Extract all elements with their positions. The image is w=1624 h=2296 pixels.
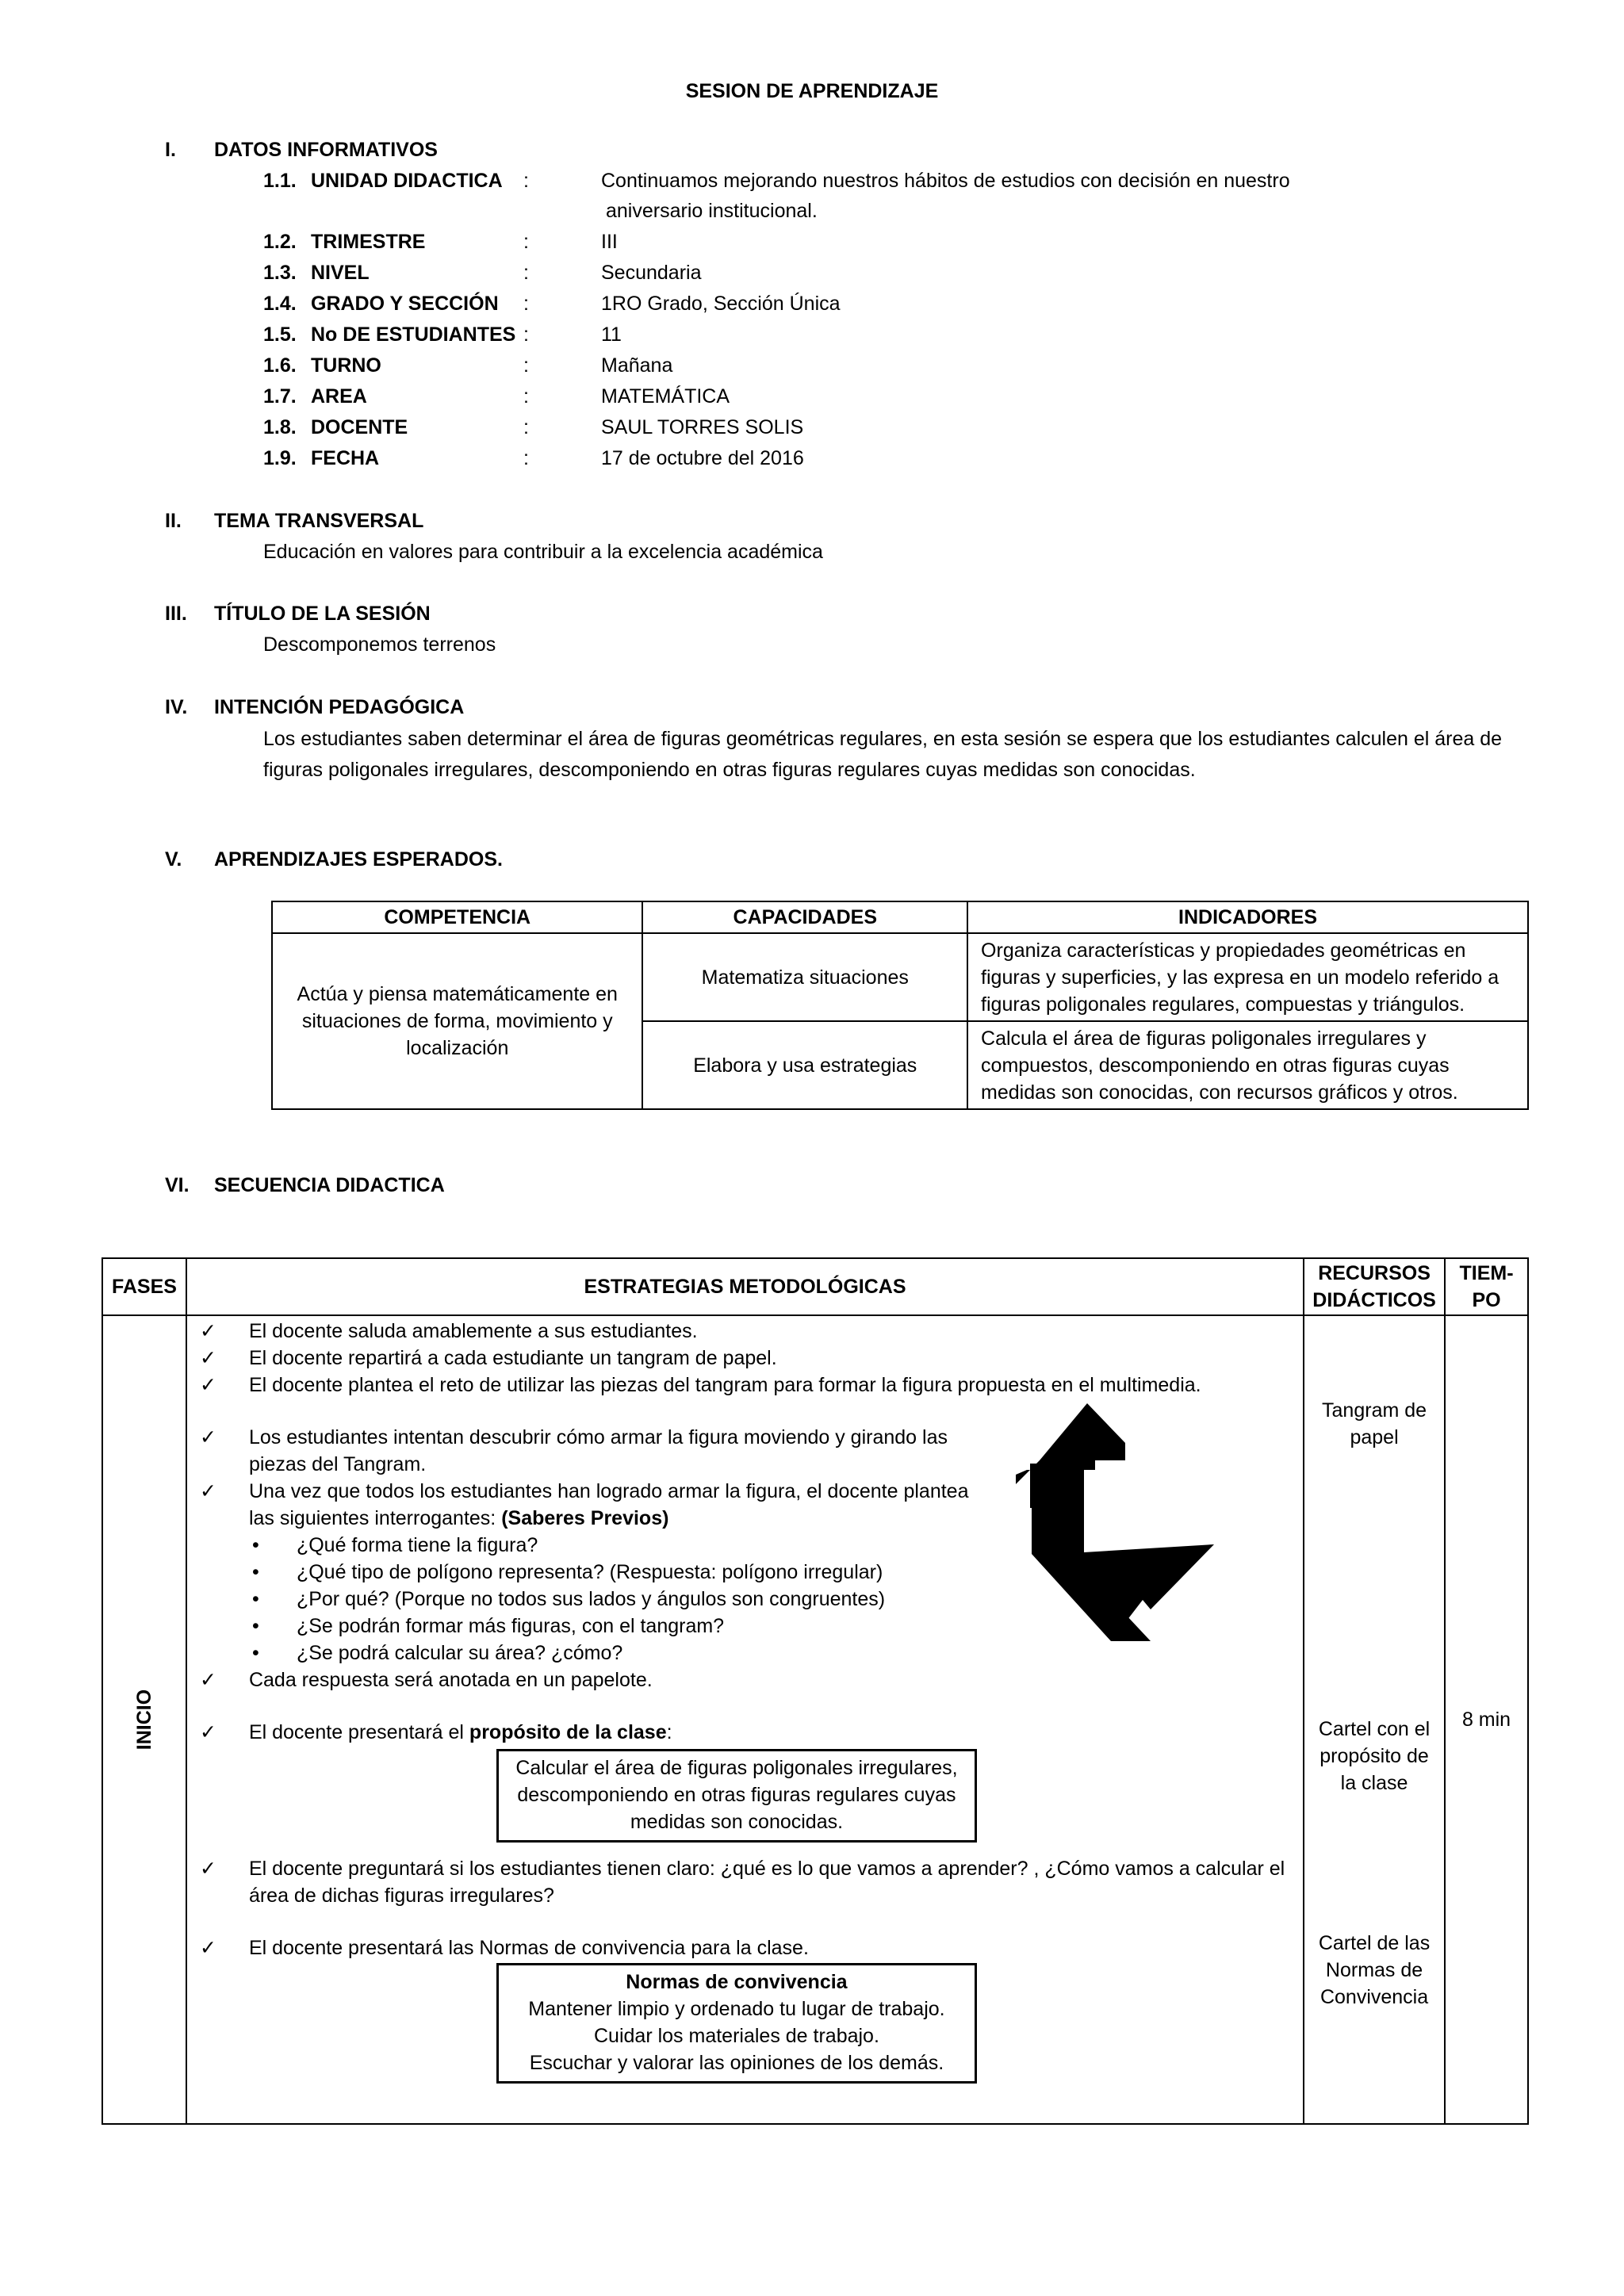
info-value: 11 bbox=[601, 323, 622, 346]
info-colon: : bbox=[523, 447, 529, 469]
info-colon: : bbox=[523, 170, 529, 192]
section-1-title: DATOS INFORMATIVOS bbox=[214, 139, 438, 161]
info-value: III bbox=[601, 231, 618, 253]
strategy-item-continuation: piezas del Tangram. bbox=[248, 1453, 427, 1475]
info-row-trimestre bbox=[263, 228, 1373, 258]
info-row-turno bbox=[263, 352, 1373, 382]
check-icon: ✓ bbox=[199, 1374, 216, 1396]
info-colon: : bbox=[523, 354, 529, 377]
sequence-table bbox=[102, 1257, 1529, 2125]
strategy-item: El docente preguntará si los estudiantes tienen claro: ¿qué es lo que vamos a aprender? , ¿Cómo vamos a calcular el bbox=[248, 1858, 1285, 1880]
section-3-title: TÍTULO DE LA SESIÓN bbox=[214, 603, 431, 625]
competencia-cell: Actúa y piensa matemáticamente en situaciones de forma, movimiento y localización bbox=[272, 933, 642, 1109]
header-fases: FASES bbox=[102, 1258, 186, 1315]
section-6-title: SECUENCIA DIDACTICA bbox=[214, 1174, 445, 1196]
info-num: 1.7. bbox=[263, 385, 297, 408]
bullet-icon: • bbox=[251, 1534, 259, 1556]
strategy-item: El docente plantea el reto de utilizar las piezas del tangram para formar la figura propuesta en el multimedia. bbox=[248, 1374, 1201, 1396]
strategy-text: El docente presentará el bbox=[248, 1721, 464, 1743]
info-colon: : bbox=[523, 385, 529, 408]
info-row-area bbox=[263, 383, 1373, 413]
bullet-icon: • bbox=[251, 1561, 259, 1583]
capacidad-cell: Matematiza situaciones bbox=[642, 933, 967, 1021]
time-cell: 8 min bbox=[1445, 1315, 1528, 2124]
norm-item: Cuidar los materiales de trabajo. bbox=[594, 2025, 879, 2047]
info-num: 1.1. bbox=[263, 170, 297, 192]
strategy-item: Los estudiantes intentan descubrir cómo armar la figura moviendo y girando las bbox=[248, 1426, 948, 1448]
resources-cell bbox=[1304, 1315, 1445, 2124]
info-num: 1.6. bbox=[263, 354, 297, 377]
norms-box bbox=[496, 1963, 977, 2084]
info-label: No DE ESTUDIANTES bbox=[311, 323, 516, 346]
resource-normas: Cartel de las Normas de Convivencia bbox=[1318, 1932, 1431, 2008]
strategy-item bbox=[249, 1719, 672, 1746]
strategy-item: El docente presentará las Normas de convivencia para la clase. bbox=[248, 1937, 809, 1959]
check-icon: ✓ bbox=[199, 1721, 216, 1743]
resource-tangram: Tangram de papel bbox=[1322, 1399, 1427, 1448]
header-tiempo: TIEM-PO bbox=[1445, 1258, 1528, 1315]
norms-title: Normas de convivencia bbox=[626, 1971, 848, 1993]
info-label: GRADO Y SECCIÓN bbox=[311, 293, 499, 315]
info-row-fecha bbox=[263, 445, 1373, 475]
info-num: 1.9. bbox=[263, 447, 297, 469]
competence-table bbox=[271, 901, 1529, 1110]
info-num: 1.4. bbox=[263, 293, 297, 315]
info-colon: : bbox=[523, 231, 529, 253]
info-value: MATEMÁTICA bbox=[601, 385, 730, 408]
phase-cell bbox=[102, 1315, 186, 2124]
proposito-label: propósito de la clase bbox=[469, 1721, 667, 1743]
question-item: ¿Se podrán formar más figuras, con el tangram? bbox=[296, 1615, 725, 1637]
check-icon: ✓ bbox=[199, 1426, 216, 1448]
section-4-title: INTENCIÓN PEDAGÓGICA bbox=[214, 696, 465, 718]
info-colon: : bbox=[523, 323, 529, 346]
info-value-continuation: aniversario institucional. bbox=[606, 200, 818, 222]
strategy-item: El docente repartirá a cada estudiante un tangram de papel. bbox=[248, 1347, 777, 1369]
question-item: ¿Se podrá calcular su área? ¿cómo? bbox=[296, 1642, 623, 1664]
section-2-body: Educación en valores para contribuir a la excelencia académica bbox=[263, 541, 823, 563]
info-value: 1RO Grado, Sección Única bbox=[601, 293, 841, 315]
check-icon: ✓ bbox=[199, 1347, 216, 1369]
question-item: ¿Por qué? (Porque no todos sus lados y ángulos son congruentes) bbox=[296, 1588, 886, 1610]
indicador-cell: Calcula el área de figuras poligonales irregulares y compuestos, descomponiendo en otras figuras cuyas medidas son conocidas, con recursos gráficos y otros. bbox=[967, 1021, 1528, 1109]
resource-proposito: Cartel con el propósito de la clase bbox=[1318, 1718, 1431, 1794]
strategies-cell bbox=[186, 1315, 1304, 2124]
competence-row bbox=[272, 933, 1528, 1021]
strategy-text: las siguientes interrogantes: bbox=[248, 1507, 496, 1529]
header-estrategias: ESTRATEGIAS METODOLÓGICAS bbox=[186, 1258, 1304, 1315]
section-2-number: II. bbox=[165, 510, 182, 532]
question-item: ¿Qué forma tiene la figura? bbox=[296, 1534, 538, 1556]
info-label: DOCENTE bbox=[311, 416, 408, 438]
section-4-body: Los estudiantes saben determinar el área de figuras geométricas regulares, en esta sesión se espera que los estudiantes calculen el área de figuras poligonales irregulares, descomponiendo en otras figuras regulares cuyas medidas son conocidas. bbox=[263, 728, 1503, 781]
colon-text: : bbox=[666, 1721, 672, 1743]
info-row-unidad bbox=[263, 167, 1373, 197]
strategy-item: Cada respuesta será anotada en un papelote. bbox=[248, 1669, 653, 1691]
info-num: 1.8. bbox=[263, 416, 297, 438]
section-1-number: I. bbox=[165, 139, 176, 161]
check-icon: ✓ bbox=[199, 1937, 216, 1959]
indicador-cell: Organiza características y propiedades geométricas en figuras y superficies, y las expresa en un modelo referido a figuras poligonales regulares, compuestas y triángulos. bbox=[967, 933, 1528, 1021]
section-3-body: Descomponemos terrenos bbox=[263, 633, 496, 656]
info-value: Mañana bbox=[601, 354, 673, 377]
sequence-row-inicio bbox=[102, 1315, 1528, 2124]
info-label: AREA bbox=[311, 385, 367, 408]
strategy-item: Una vez que todos los estudiantes han logrado armar la figura, el docente plantea bbox=[248, 1480, 969, 1502]
info-colon: : bbox=[523, 262, 529, 284]
strategy-item: El docente saluda amablemente a sus estudiantes. bbox=[248, 1320, 698, 1342]
section-6-number: VI. bbox=[165, 1174, 190, 1196]
norm-item: Mantener limpio y ordenado tu lugar de trabajo. bbox=[528, 1998, 945, 2020]
section-3-number: III. bbox=[165, 603, 187, 625]
header-capacidades: CAPACIDADES bbox=[642, 901, 967, 933]
info-label: TURNO bbox=[311, 354, 381, 377]
info-colon: : bbox=[523, 416, 529, 438]
info-row-grado bbox=[263, 290, 1373, 320]
check-icon: ✓ bbox=[199, 1858, 216, 1880]
header-competencia: COMPETENCIA bbox=[272, 901, 642, 933]
info-value: 17 de octubre del 2016 bbox=[601, 447, 804, 469]
saberes-previos-label: (Saberes Previos) bbox=[501, 1507, 669, 1529]
info-row-docente bbox=[263, 414, 1373, 444]
info-row-unidad-cont bbox=[263, 197, 1373, 228]
question-item: ¿Qué tipo de polígono representa? (Respuesta: polígono irregular) bbox=[296, 1561, 883, 1583]
info-row-estudiantes bbox=[263, 321, 1373, 351]
info-num: 1.2. bbox=[263, 231, 297, 253]
check-icon: ✓ bbox=[199, 1320, 216, 1342]
tangram-swan-figure bbox=[1008, 1403, 1238, 1649]
check-icon: ✓ bbox=[199, 1669, 216, 1691]
info-label: UNIDAD DIDACTICA bbox=[311, 170, 503, 192]
section-5-title: APRENDIZAJES ESPERADOS. bbox=[214, 848, 503, 871]
phase-label: INICIO bbox=[132, 1689, 155, 1751]
info-label: TRIMESTRE bbox=[311, 231, 426, 253]
section-2-title: TEMA TRANSVERSAL bbox=[214, 510, 424, 532]
info-colon: : bbox=[523, 293, 529, 315]
info-row-nivel bbox=[263, 259, 1373, 289]
capacidad-cell: Elabora y usa estrategias bbox=[642, 1021, 967, 1109]
purpose-box: Calcular el área de figuras poligonales irregulares, descomponiendo en otras figuras regulares cuyas medidas son conocidas. bbox=[496, 1749, 977, 1843]
norm-item: Escuchar y valorar las opiniones de los demás. bbox=[529, 2052, 944, 2074]
tangram-neck-shape bbox=[1030, 1464, 1084, 1508]
info-label: FECHA bbox=[311, 447, 380, 469]
check-icon: ✓ bbox=[199, 1480, 216, 1502]
sequence-header-row bbox=[102, 1258, 1528, 1315]
bullet-icon: • bbox=[251, 1615, 259, 1637]
section-5-number: V. bbox=[165, 848, 182, 871]
competence-header-row bbox=[272, 901, 1528, 933]
tangram-body-shape bbox=[1032, 1506, 1214, 1641]
strategy-item-continuation bbox=[249, 1505, 668, 1532]
document-title: SESION DE APRENDIZAJE bbox=[685, 80, 939, 102]
strategy-item-continuation: área de dichas figuras irregulares? bbox=[248, 1885, 554, 1907]
bullet-icon: • bbox=[251, 1642, 259, 1664]
header-recursos: RECURSOS DIDÁCTICOS bbox=[1304, 1258, 1445, 1315]
info-value: SAUL TORRES SOLIS bbox=[601, 416, 804, 438]
section-4-number: IV. bbox=[165, 696, 188, 718]
bullet-icon: • bbox=[251, 1588, 259, 1610]
info-num: 1.5. bbox=[263, 323, 297, 346]
info-value: Continuamos mejorando nuestros hábitos de estudios con decisión en nuestro bbox=[601, 170, 1290, 192]
info-label: NIVEL bbox=[311, 262, 370, 284]
info-value: Secundaria bbox=[601, 262, 702, 284]
tangram-head-shape bbox=[1040, 1403, 1125, 1460]
header-indicadores: INDICADORES bbox=[967, 901, 1528, 933]
info-num: 1.3. bbox=[263, 262, 297, 284]
